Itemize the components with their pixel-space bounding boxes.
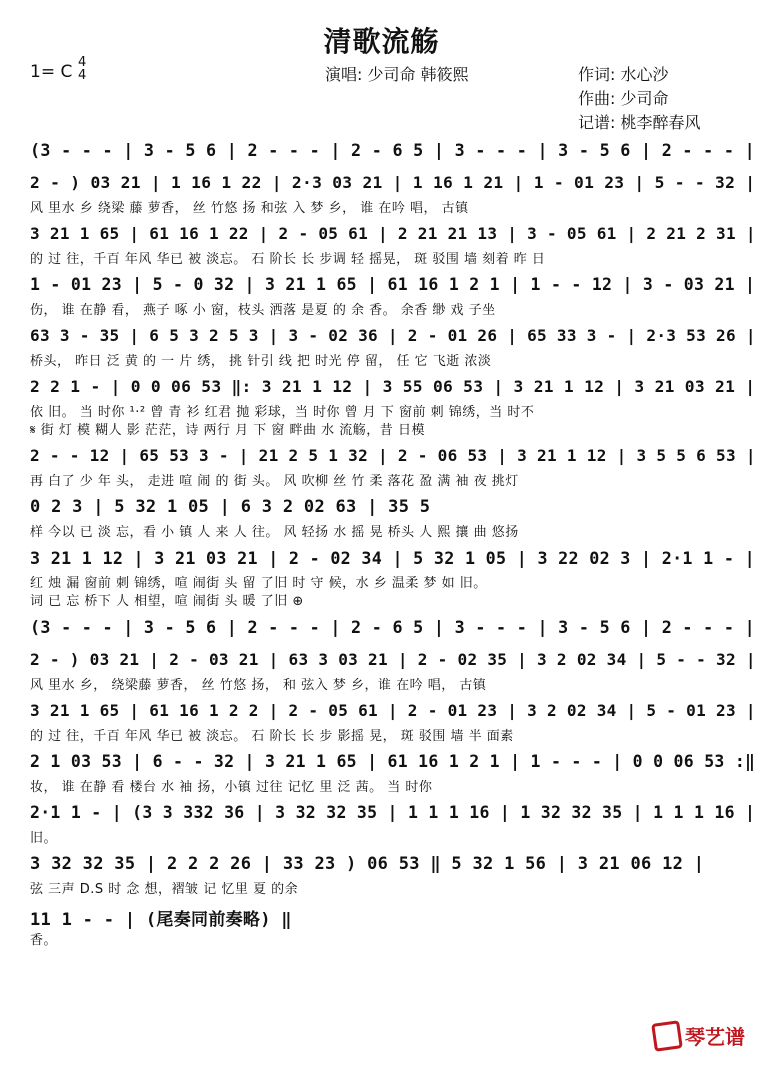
notation-row: 0 2 3 | 5 32 1 05 | 6 3 2 02 63 | 35 5 xyxy=(30,497,431,517)
song-title: 清歌流觞 xyxy=(323,25,440,58)
lyric-row: 旧。 xyxy=(30,831,58,846)
time-signature-bottom: 4 xyxy=(78,68,87,83)
key-signature: 1= C xyxy=(30,62,73,82)
lyric-row: 桥头， 昨日 泛 黄 的 一 片 绣， 挑 针引 线 把 时光 停 留， 任 它 飞逝 浓淡 xyxy=(30,354,492,369)
notation-row: (3 - - - | 3 - 5 6 | 2 - - - | 2 - 6 5 | 3 - - - | 3 - 5 6 | 2 - - - | xyxy=(30,140,755,160)
lyric-row: 伤， 谁 在静 看， 燕子 啄 小 窗，枝头 洒落 是夏 的 余 香。 余香 缈 戏 子坐 xyxy=(30,303,496,318)
lyric-row: 香。 xyxy=(30,933,58,948)
transcriber: 记谱: 桃李醉春风 xyxy=(578,113,701,132)
notation-row: 2 2 1 - | 0 0 06 53 ‖: 3 21 1 12 | 3 55 06 53 | 3 21 1 12 | 3 21 03 21 | xyxy=(30,377,756,396)
performers: 演唱: 少司命 韩筱熙 xyxy=(325,65,469,84)
lyric-row: 𝄋 街 灯 模 糊人 影 茫茫，诗 两行 月 下 窗 畔曲 水 流觞，昔 日模 xyxy=(30,423,425,438)
lyric-row: 红 烛 漏 窗前 刺 锦绣，喧 闹街 头 留 了旧 时 守 候，水 乡 温柔 梦 如 旧。 xyxy=(30,576,487,591)
brand-mark-icon xyxy=(651,1020,683,1052)
notation-row: 3 21 1 12 | 3 21 03 21 | 2 - 02 34 | 5 32 1 05 | 3 22 02 3 | 2·1 1 - | xyxy=(30,548,755,568)
lyric-row: 的 过 往，千百 年风 华已 被 淡忘。 石 阶长 长 步 影摇 晃， 斑 驳围 墙 半 面素 xyxy=(30,729,514,744)
notation-row: 2 - ) 03 21 | 2 - 03 21 | 63 3 03 21 | 2 - 02 35 | 3 2 02 34 | 5 - - 32 | xyxy=(30,650,756,669)
notation-row: 3 21 1 65 | 61 16 1 22 | 2 - 05 61 | 2 21 21 13 | 3 - 05 61 | 2 21 2 31 | xyxy=(30,224,756,243)
watermark-text: 琴艺谱 xyxy=(685,1025,745,1049)
lyric-row: 风 里水 乡 绕梁 藤 萝香， 丝 竹悠 扬 和弦 入 梦 乡， 谁 在吟 唱， 古镇 xyxy=(30,201,469,216)
lyric-row: 弦 三声 D.S 时 念 想，褶皱 记 忆里 夏 的余 xyxy=(30,882,299,897)
lyric-row: 风 里水 乡， 绕梁藤 萝香， 丝 竹悠 扬， 和 弦入 梦 乡，谁 在吟 唱， 古镇 xyxy=(30,678,487,693)
composer: 作曲: 少司命 xyxy=(578,89,669,108)
lyric-row: 的 过 往，千百 年风 华已 被 淡忘。 石 阶长 长 步调 轻 摇晃， 斑 驳围 墙 刻着 昨 日 xyxy=(30,252,546,267)
notation-row: 2 - - 12 | 65 53 3 - | 21 2 5 1 32 | 2 - 06 53 | 3 21 1 12 | 3 5 5 6 53 | xyxy=(30,446,756,465)
watermark-logo xyxy=(653,1021,745,1050)
lyric-row: 样 今以 已 淡 忘，看 小 镇 人 来 人 往。 风 轻扬 水 摇 晃 桥头 人 熙 攘 曲 悠扬 xyxy=(30,525,519,540)
notation-row: 3 32 32 35 | 2 2 2 26 | 33 23 ) 06 53 ‖ 5 32 1 56 | 3 21 06 12 | xyxy=(30,854,705,874)
lyric-row: 妆， 谁 在静 看 楼台 水 袖 扬，小镇 过往 记忆 里 泛 茜。 当 时你 xyxy=(30,780,433,795)
time-signature xyxy=(78,56,86,82)
lyric-row: 再 白了 少 年 头， 走进 喧 闹 的 街 头。 风 吹柳 丝 竹 柔 落花 盈 满 袖 夜 挑灯 xyxy=(30,474,519,489)
lyric-row: 依 旧。 当 时你 ¹·² 曾 青 衫 红君 抛 彩球，当 时你 曾 月 下 窗前 刺 锦绣，当 时不 xyxy=(30,405,535,420)
notation-row: 2 - ) 03 21 | 1 16 1 22 | 2·3 03 21 | 1 16 1 21 | 1 - 01 23 | 5 - - 32 | xyxy=(30,173,756,192)
notation-row: 2·1 1 - | (3 3 332 36 | 3 32 32 35 | 1 1 1 16 | 1 32 32 35 | 1 1 1 16 | xyxy=(30,803,756,822)
notation-row: 3 21 1 65 | 61 16 1 2 2 | 2 - 05 61 | 2 - 01 23 | 3 2 02 34 | 5 - 01 23 | xyxy=(30,701,756,720)
notation-row: 63 3 - 35 | 6 5 3 2 5 3 | 3 - 02 36 | 2 - 01 26 | 65 33 3 - | 2·3 53 26 | xyxy=(30,326,756,345)
notation-row: 1 - 01 23 | 5 - 0 32 | 3 21 1 65 | 61 16 1 2 1 | 1 - - 12 | 3 - 03 21 | xyxy=(30,275,756,294)
notation-row: (3 - - - | 3 - 5 6 | 2 - - - | 2 - 6 5 | 3 - - - | 3 - 5 6 | 2 - - - | xyxy=(30,617,755,637)
lyric-row: 词 已 忘 桥下 人 相望，喧 闹街 头 暖 了旧 ⊕ xyxy=(30,594,304,609)
notation-row: 2 1 03 53 | 6 - - 32 | 3 21 1 65 | 61 16 1 2 1 | 1 - - - | 0 0 06 53 :‖ xyxy=(30,752,756,771)
notation-row: 11 1 - - | (尾奏同前奏略) ‖ xyxy=(30,910,292,930)
time-signature-top: 4 xyxy=(78,55,87,70)
lyricist: 作词: 水心沙 xyxy=(578,65,669,84)
